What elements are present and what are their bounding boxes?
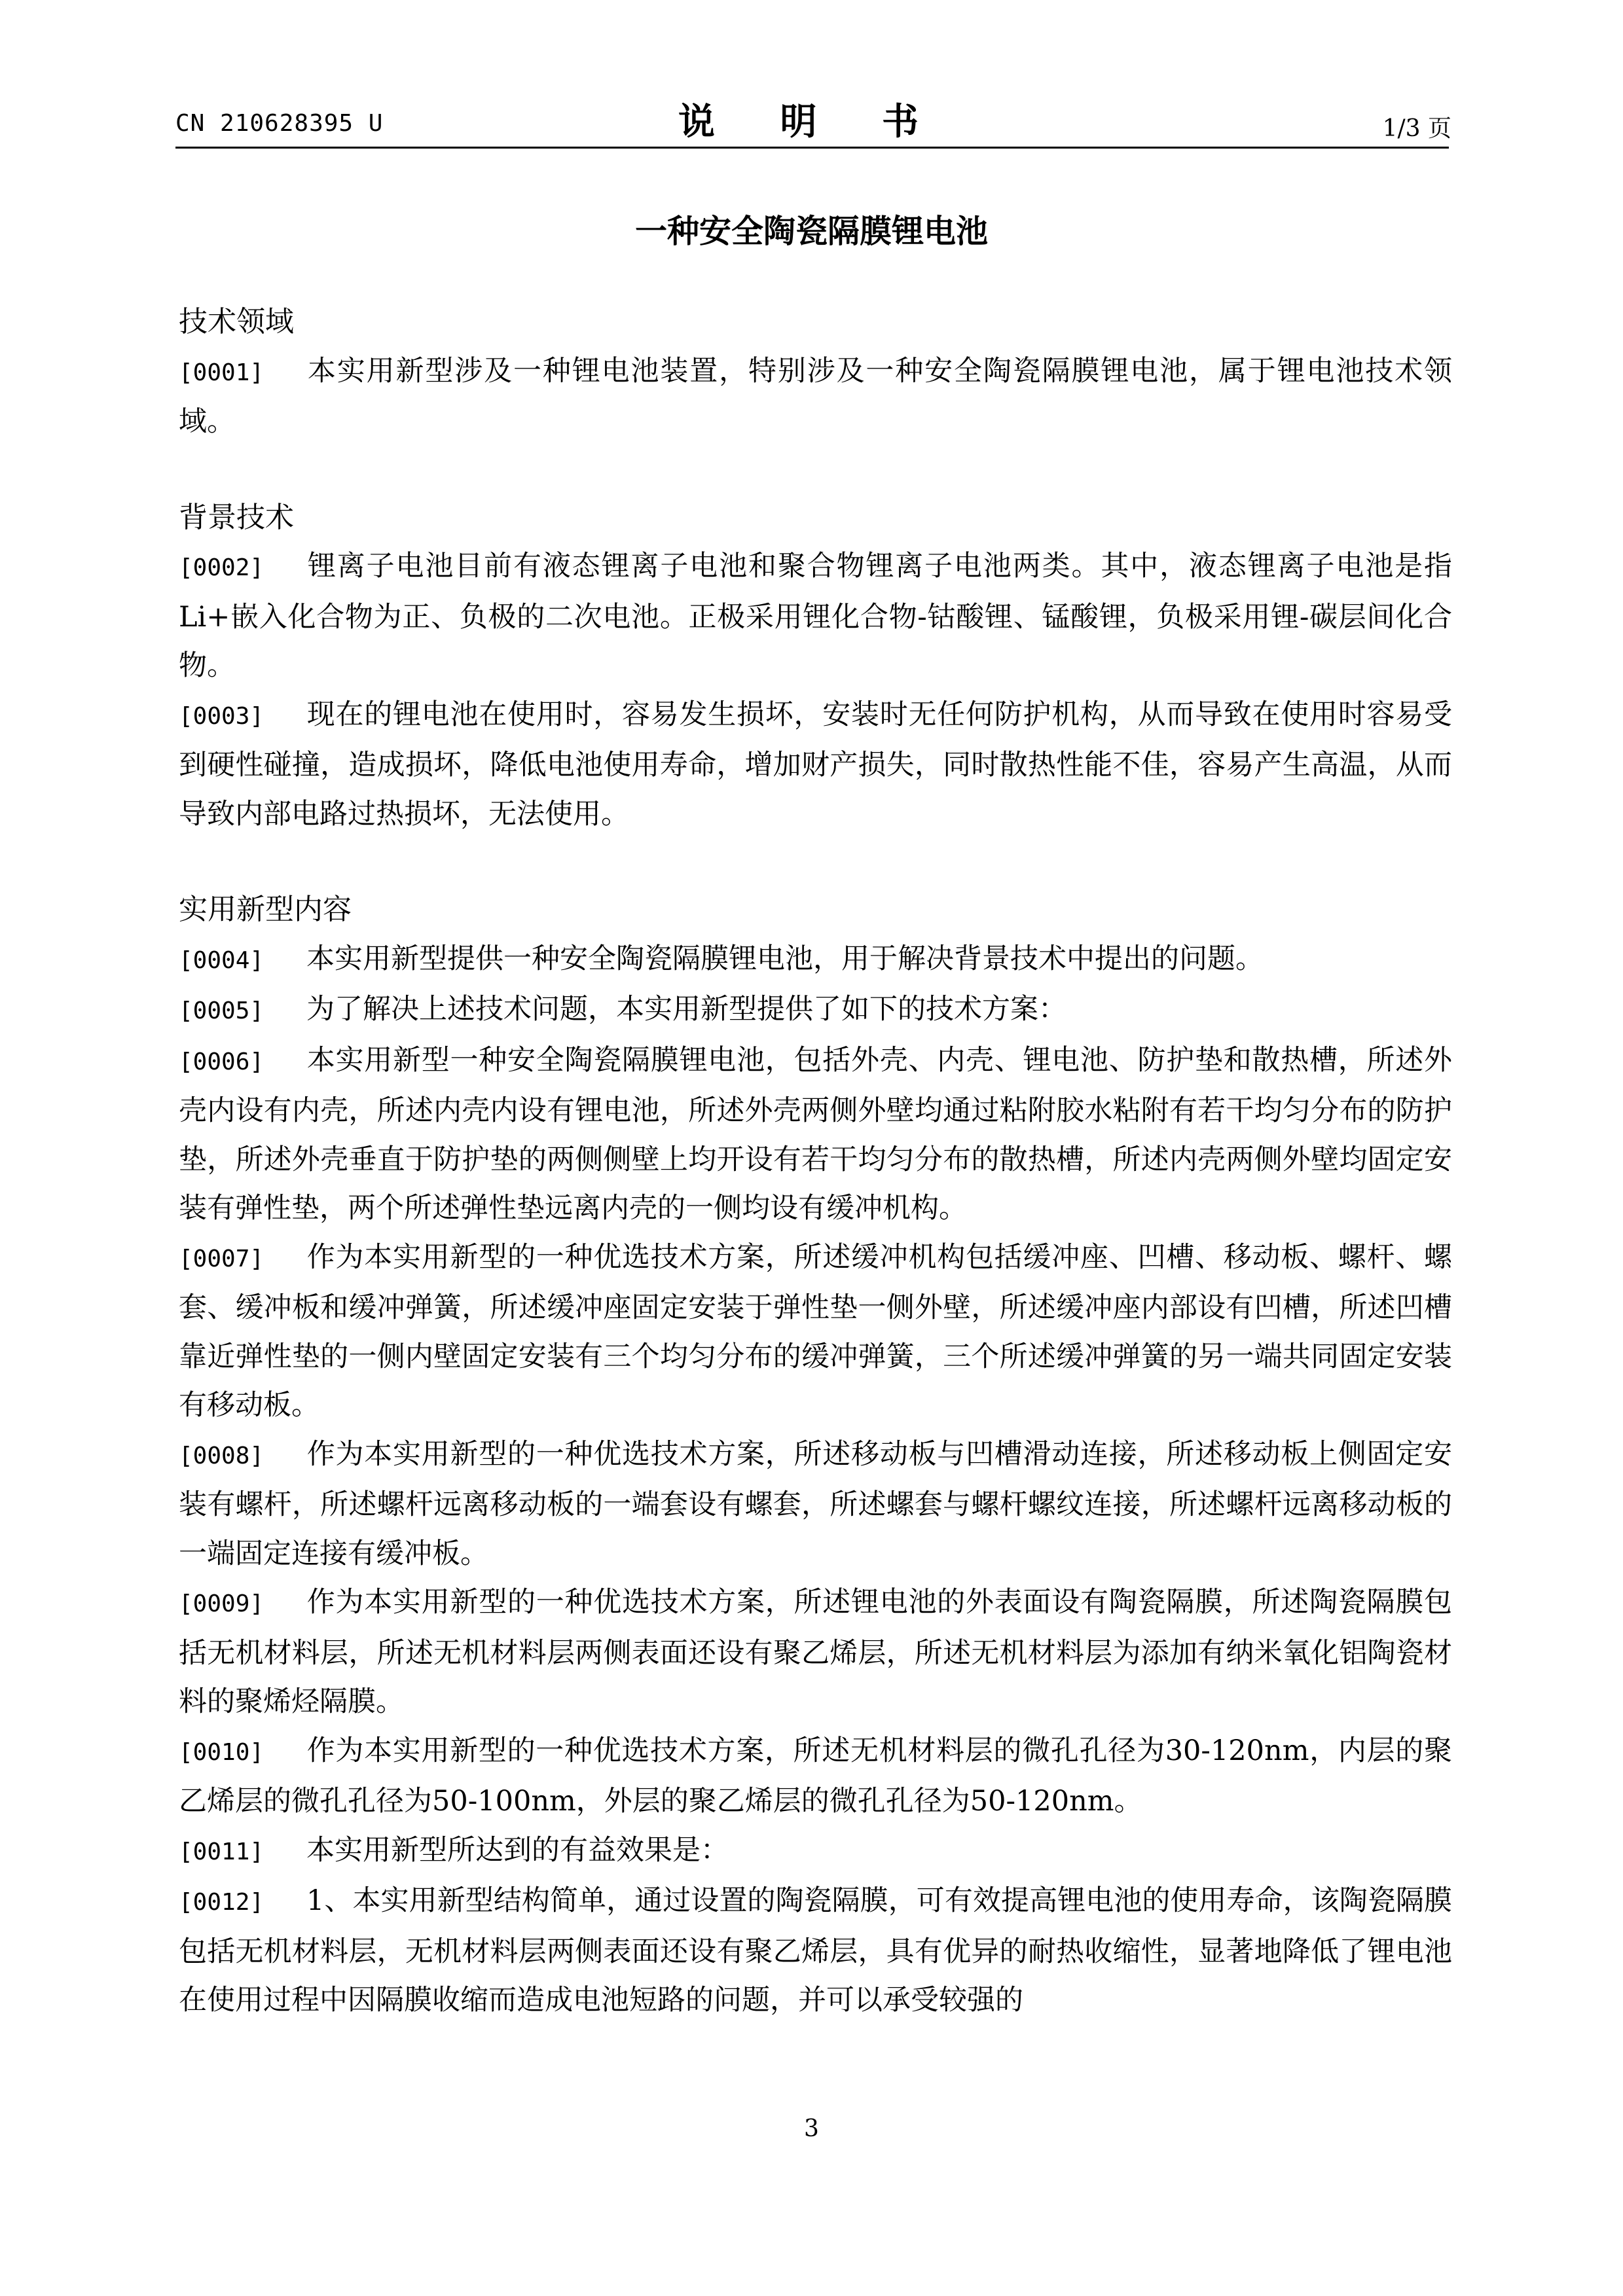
paragraph-text: 作为本实用新型的一种优选技术方案，所述无机材料层的微孔孔径为30-120nm，内层的聚乙烯层的微孔孔径为50-100nm，外层的聚乙烯层的微孔孔径为50-120nm。 bbox=[179, 1734, 1452, 1818]
paragraph-number: [0009] bbox=[179, 1590, 264, 1617]
header-rule bbox=[175, 147, 1449, 149]
paragraph bbox=[179, 1430, 1452, 1579]
paragraph-text: 锂离子电池目前有液态锂离子电池和聚合物锂离子电池两类。其中，液态锂离子电池是指Li+嵌入化合物为正、负极的二次电池。正极采用锂化合物-钴酸锂、锰酸锂，负极采用锂-碳层间化合物。 bbox=[179, 550, 1452, 682]
paragraph bbox=[179, 347, 1452, 446]
paragraph-number: [0002] bbox=[179, 554, 264, 581]
paragraph bbox=[179, 1826, 1452, 1877]
paragraph-text: 现在的锂电池在使用时，容易发生损坏，安装时无任何防护机构，从而导致在使用时容易受到硬性碰撞，造成损坏，降低电池使用寿命，增加财产损失，同时散热性能不佳，容易产生高温，从而导致内部电路过热损坏，无法使用。 bbox=[179, 698, 1452, 831]
paragraph-text: 为了解决上述技术问题，本实用新型提供了如下的技术方案： bbox=[306, 993, 1067, 1026]
paragraph-number: [0003] bbox=[179, 702, 264, 730]
paragraph-text: 本实用新型涉及一种锂电池装置，特别涉及一种安全陶瓷隔膜锂电池，属于锂电池技术领域。 bbox=[179, 354, 1452, 438]
paragraph-text: 作为本实用新型的一种优选技术方案，所述锂电池的外表面设有陶瓷隔膜，所述陶瓷隔膜包括无机材料层，所述无机材料层两侧表面还设有聚乙烯层，所述无机材料层为添加有纳米氧化铝陶瓷材料的聚烯烃隔膜。 bbox=[179, 1586, 1452, 1718]
paragraph bbox=[179, 935, 1452, 986]
paragraph-number: [0006] bbox=[179, 1048, 264, 1075]
paragraph-number: [0001] bbox=[179, 359, 264, 386]
paragraph-number: [0004] bbox=[179, 946, 264, 974]
paragraph bbox=[179, 542, 1452, 691]
paragraph bbox=[179, 1876, 1452, 2025]
section-heading-technical-field: 技术领域 bbox=[179, 305, 294, 338]
paragraph-number: [0008] bbox=[179, 1442, 264, 1469]
paragraph bbox=[179, 985, 1452, 1036]
paragraph-number: [0012] bbox=[179, 1889, 264, 1916]
paragraph bbox=[179, 1036, 1452, 1233]
document-body bbox=[179, 298, 1452, 2025]
paragraph bbox=[179, 1233, 1452, 1430]
document-type-heading: 说 明 书 bbox=[678, 101, 945, 143]
paragraph-text: 本实用新型所达到的有益效果是： bbox=[306, 1833, 729, 1867]
section-heading-background: 背景技术 bbox=[179, 500, 294, 534]
paragraph bbox=[179, 1578, 1452, 1727]
paragraph-text: 本实用新型一种安全陶瓷隔膜锂电池，包括外壳、内壳、锂电池、防护垫和散热槽，所述外壳内设有内壳，所述内壳内设有锂电池，所述外壳两侧外壁均通过粘附胶水粘附有若干均匀分布的防护垫，所述外壳垂直于防护垫的两侧侧壁上均开设有若干均匀分布的散热槽，所述内壳两侧外壁均固定安装有弹性垫，两个所述弹性垫远离内壳的一侧均设有缓冲机构。 bbox=[179, 1043, 1452, 1225]
paragraph-text: 作为本实用新型的一种优选技术方案，所述缓冲机构包括缓冲座、凹槽、移动板、螺杆、螺套、缓冲板和缓冲弹簧，所述缓冲座固定安装于弹性垫一侧外壁，所述缓冲座内部设有凹槽，所述凹槽靠近弹性垫的一侧内壁固定安装有三个均匀分布的缓冲弹簧，三个所述缓冲弹簧的另一端共同固定安装有移动板。 bbox=[179, 1240, 1452, 1422]
patent-number: CN 210628395 U bbox=[175, 110, 384, 137]
paragraph bbox=[179, 1727, 1452, 1826]
section-heading-utility-model-content: 实用新型内容 bbox=[179, 893, 352, 926]
paragraph-number: [0005] bbox=[179, 997, 264, 1024]
paragraph-text: 本实用新型提供一种安全陶瓷隔膜锂电池，用于解决背景技术中提出的问题。 bbox=[306, 942, 1264, 975]
page-number: 3 bbox=[804, 2115, 819, 2142]
paragraph-text: 作为本实用新型的一种优选技术方案，所述移动板与凹槽滑动连接，所述移动板上侧固定安装有螺杆，所述螺杆远离移动板的一端套设有螺套，所述螺套与螺杆螺纹连接，所述螺杆远离移动板的一端固定连接有缓冲板。 bbox=[179, 1437, 1452, 1570]
paragraph-number: [0011] bbox=[179, 1838, 264, 1865]
paragraph-text: 1、本实用新型结构简单，通过设置的陶瓷隔膜，可有效提高锂电池的使用寿命，该陶瓷隔膜包括无机材料层，无机材料层两侧表面还设有聚乙烯层，具有优异的耐热收缩性，显著地降低了锂电池在使用过程中因隔膜收缩而造成电池短路的问题，并可以承受较强的 bbox=[179, 1884, 1452, 2017]
paragraph bbox=[179, 691, 1452, 839]
paragraph-number: [0010] bbox=[179, 1738, 264, 1766]
page-indicator: 1/3 页 bbox=[1382, 115, 1451, 142]
document-title: 一种安全陶瓷隔膜锂电池 bbox=[634, 213, 988, 250]
paragraph-number: [0007] bbox=[179, 1245, 264, 1272]
